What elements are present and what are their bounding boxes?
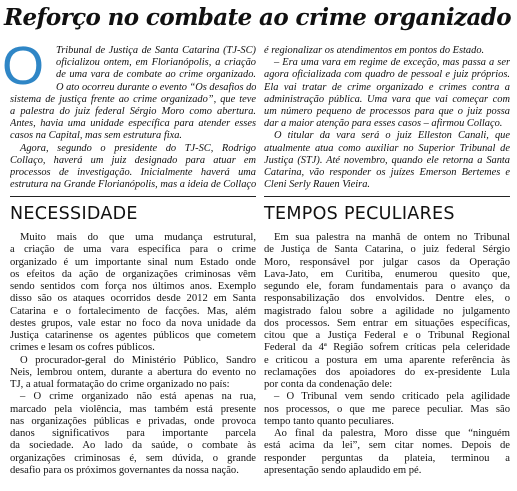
body-line: segundo ele, foram fundamentais para o avanço da bbox=[264, 281, 510, 292]
intro-line: agora oficializada com quadro de pessoal e juiz próprios. bbox=[264, 69, 510, 81]
intro-line: casos na Capital, mas sem estrutura fixa. bbox=[10, 130, 183, 142]
body-line: sendo sentidos com força nos últimos anos. Exemplo bbox=[10, 281, 256, 292]
body-line: citou que a Justiça Federal e o Tribunal Regional bbox=[264, 330, 510, 341]
intro-line: a palestra do juiz federal Sérgio Moro como abertura. bbox=[10, 105, 256, 117]
body-line: e criticou a postura em uma aparente referência às bbox=[264, 354, 510, 366]
body-line: marcado pela violência, mas também está presente bbox=[10, 403, 256, 415]
body-line: Ao final da palestra, Moro disse que “ninguém bbox=[274, 428, 510, 439]
intro-line: de uma vara de combate ao crime organizado. bbox=[56, 69, 256, 81]
body-line: por conta da condenação dele: bbox=[264, 379, 393, 390]
body-line: Justiça catarinense os agentes públicos que cometem bbox=[10, 330, 256, 341]
intro-line: atualmente atua como auxiliar no Superior Tribunal de bbox=[264, 142, 510, 154]
intro-line: Antes, havia uma unidade específica para atender esses bbox=[10, 118, 256, 130]
intro-line: Agora, segundo o presidente do TJ-SC, Rodrigo bbox=[20, 142, 256, 154]
intro-line: dar a maior atenção para esses casos – afirmou Collaço. bbox=[264, 118, 503, 130]
body-line: da sociedade. Ao lado da saúde, o combate às bbox=[10, 440, 256, 452]
intro-line: Catarina, vão responder os juízes Emerson Bertemes e bbox=[264, 166, 510, 178]
body-line: os efeitos da ação de organizações criminosas vêm bbox=[10, 268, 256, 280]
body-line: dos processos. Sem entrar em situações específicas, bbox=[264, 317, 510, 329]
intro-line: processos de investigação. Inicialmente haverá uma bbox=[10, 166, 256, 178]
body-line: Moro, responsável por julgar casos da Operação bbox=[264, 256, 510, 268]
section-rule-right bbox=[264, 196, 510, 197]
headline: Reforço no combate ao crime organizado bbox=[4, 4, 512, 31]
intro-line: Tribunal de Justiça de Santa Catarina (TJ-SC) bbox=[56, 45, 256, 56]
body-line: – O crime organizado não está apenas na rua, bbox=[20, 391, 256, 403]
body-line: organizações criminosas é, sem dúvida, o grande bbox=[10, 452, 256, 464]
intro-line: Ela vai tratar de crime organizado e crimes contra a bbox=[264, 81, 510, 93]
body-line: de Justiça de Santa Catarina, o juiz federal Sérgio bbox=[264, 244, 510, 256]
body-line: crimes e lesam os cofres públicos. bbox=[10, 342, 155, 354]
body-line: Em sua palestra na manhã de ontem no Tribunal bbox=[274, 232, 510, 243]
body-line: Lava-Jato, em Curitiba, enumerou quesito que, bbox=[264, 268, 510, 280]
body-line: responsabilização dos envolvidos. Dentre eles, o bbox=[264, 293, 510, 305]
body-line: magistrado falou sobre a agilidade no julgamento bbox=[264, 305, 510, 317]
section-body-tempos-peculiares bbox=[264, 232, 510, 477]
body-line: Federal da 4ª Região sofrem críticas pela celeridade bbox=[264, 342, 510, 354]
body-line: danos significativos para importante parcela bbox=[10, 428, 256, 439]
section-body-necessidade bbox=[10, 232, 256, 477]
intro-line: – Era uma vara em regime de exceção, mas passa a ser bbox=[274, 57, 510, 69]
body-line: nos processos, o que me parece peculiar. Mas são bbox=[264, 403, 510, 415]
body-line: tempo tanto quanto peculiares. bbox=[264, 415, 395, 427]
body-line: a criação de uma vara específica para o crime bbox=[10, 244, 256, 256]
body-line: apresentação sendo aplaudido em pé. bbox=[264, 464, 422, 476]
body-line: desafio para os próximos governantes da nossa nação. bbox=[10, 464, 239, 476]
intro-left-column bbox=[10, 45, 256, 191]
drop-cap: O bbox=[2, 36, 45, 96]
body-line: nas organizações públicas e privadas, onde provoca bbox=[10, 415, 256, 427]
body-line: disso são os ataques ocorridos desde 2012 em Santa bbox=[10, 293, 256, 305]
body-line: – O Tribunal vem sendo criticado pela agilidade bbox=[274, 391, 510, 403]
section-rule-left bbox=[10, 196, 256, 197]
section-title-tempos-peculiares: TEMPOS PECULIARES bbox=[264, 204, 455, 224]
intro-line: sistema de justiça frente ao crime organizado”, que teve bbox=[10, 93, 256, 105]
body-line: Muito mais do que uma mudança estrutural, bbox=[20, 232, 256, 243]
intro-line: é regionalizar os atendimentos em pontos do Estado. bbox=[264, 45, 485, 56]
intro-line: Justiça (STJ). Até novembro, quando ele retorna a Santa bbox=[264, 154, 510, 166]
body-line: destes grupos, vale estar no foco da nova unidade da bbox=[10, 317, 256, 329]
intro-right-column bbox=[264, 45, 510, 191]
intro-line: oficializou ontem, em Florianópolis, a criação bbox=[56, 57, 256, 69]
intro-line: O titular da vara será o juiz Elleston Canali, que bbox=[274, 130, 510, 142]
body-line: Neis, lembrou ontem, durante a abertura do evento no bbox=[10, 366, 256, 378]
section-title-necessidade: NECESSIDADE bbox=[10, 204, 138, 224]
intro-line: O ato ocorreu durante o evento “Os desafios do bbox=[56, 81, 256, 93]
body-line: Catarina e o fortalecimento de facções. Mas, além bbox=[10, 305, 256, 317]
body-line: O procurador-geral do Ministério Público, Sandro bbox=[20, 354, 256, 366]
body-line: reclamações dos apoiadores do ex-presidente Lula bbox=[264, 366, 510, 378]
intro-line: Collaço, haverá um juiz designado para atuar em bbox=[10, 154, 256, 166]
intro-line: estrutura na Grande Florianópolis, mas a ideia de Collaço bbox=[10, 179, 256, 191]
body-line: responder perguntas da plateia, terminou a bbox=[264, 452, 510, 464]
intro-line: administração pública. Uma vara que vai começar com bbox=[264, 93, 510, 105]
body-line: TJ, a atual formatação do crime organizado no país: bbox=[10, 379, 230, 390]
body-line: está acima da lei”, sem citar nomes. Depois de bbox=[264, 440, 510, 452]
intro-line: um número pequeno de processos para que o juiz possa bbox=[264, 105, 510, 117]
intro-line: Cleni Serly Rauen Vieira. bbox=[264, 179, 370, 191]
body-line: organizado é um importante sinal num Estado onde bbox=[10, 256, 256, 268]
